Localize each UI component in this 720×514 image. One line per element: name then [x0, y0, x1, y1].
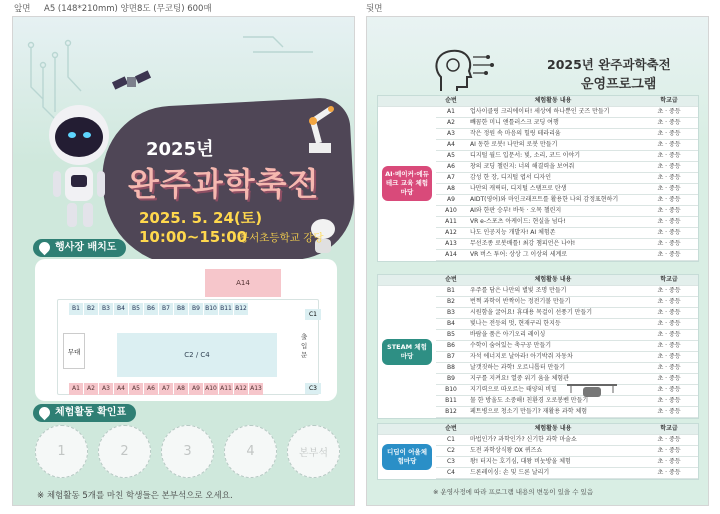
booth-a: A13 [249, 383, 263, 395]
category-cell [378, 107, 436, 261]
program-grade: 초 · 중등 [640, 352, 698, 363]
booth-a: A2 [84, 383, 98, 395]
venue-map [35, 259, 337, 401]
program-grade: 초 · 중등 [640, 239, 698, 250]
booth-b: B8 [174, 303, 188, 315]
center-area: C2 / C4 [117, 333, 277, 377]
program-number: B12 [436, 407, 466, 418]
program-grade: 초 · 중등 [640, 341, 698, 352]
program-table-a [377, 95, 699, 262]
program-content: 지구를 지켜요! 열중 위기 움을 체험관 [466, 374, 640, 385]
program-content: AIDT(영어)와 마인크래프트를 활용한 나의 감정표현하기 [466, 195, 640, 206]
header-content: 체험활동 내용 [466, 96, 640, 107]
program-number: A2 [436, 118, 466, 129]
booth-a: A11 [219, 383, 233, 395]
front-label: 앞면 [14, 4, 31, 14]
program-content: 페트병으로 청소기 만들기? 재활용 과학 체험 [466, 407, 640, 418]
stage-area: 무대 [63, 333, 85, 369]
program-grade: 초 · 중등 [640, 435, 698, 446]
booth-b: B10 [204, 303, 218, 315]
robot-arm-icon [283, 101, 343, 157]
program-grade: 초 · 중등 [640, 468, 698, 479]
program-content: 업사이클링 크리에이터! 세상에 하나뿐인 굿즈 만들기 [466, 107, 640, 118]
program-content: 창의 코딩 챌린지: 너의 해결력을 보여줘 [466, 162, 640, 173]
program-title-year: 2025년 완주과학축전 [547, 57, 671, 72]
header-grade: 학교급 [640, 96, 698, 107]
satellite-icon [109, 69, 153, 99]
booth-a: A5 [129, 383, 143, 395]
program-grade: 초 · 중등 [640, 162, 698, 173]
program-number: B2 [436, 297, 466, 308]
booth-a: A6 [144, 383, 158, 395]
program-grade: 초 · 중등 [640, 140, 698, 151]
booth-a: A10 [204, 383, 218, 395]
program-grade: 초 · 중등 [640, 250, 698, 261]
booth-b: B11 [219, 303, 233, 315]
section-map-header [33, 239, 126, 257]
header-number: 순번 [436, 424, 466, 435]
festival-title: 완주과학축전 [128, 165, 320, 203]
program-grade: 초 · 중등 [640, 396, 698, 407]
program-number: C3 [436, 457, 466, 468]
program-number: A14 [436, 250, 466, 261]
program-grade: 초 · 중등 [640, 330, 698, 341]
table-row [378, 107, 698, 118]
program-number: B7 [436, 352, 466, 363]
program-number: B5 [436, 330, 466, 341]
program-grade: 초 · 중등 [640, 297, 698, 308]
program-grade: 초 · 중등 [640, 151, 698, 162]
program-grade: 초 · 중등 [640, 286, 698, 297]
program-content: 무선조종 로봇배틀! 최강 챔피언은 나야! [466, 239, 640, 250]
program-number: A13 [436, 239, 466, 250]
program-grade: 초 · 중등 [640, 385, 698, 396]
category-label: AI·메이커·에듀테크 교육 체험마당 [382, 166, 432, 201]
booth-a: A3 [99, 383, 113, 395]
booth-b: B4 [114, 303, 128, 315]
booth-b: B7 [159, 303, 173, 315]
stamp-row [35, 425, 340, 478]
a-row [69, 383, 263, 395]
program-content: 지기력으로 따오르는 태양의 비밀 [466, 385, 640, 396]
booth-a: A7 [159, 383, 173, 395]
program-number: A12 [436, 228, 466, 239]
program-content: 바람을 품은 아기오리 레이싱 [466, 330, 640, 341]
header-content: 체험활동 내용 [466, 275, 640, 286]
program-content: 우주를 담은 나만의 별빛 조명 만들기 [466, 286, 640, 297]
booth-c1: C1 [305, 309, 321, 320]
program-title: 운영프로그램 [581, 77, 657, 92]
program-content: 감성 한 장, 디지털 엽서 디자인 [466, 173, 640, 184]
program-content: 자석 에너지로 날아라! 아기박쥐 자동차 [466, 352, 640, 363]
header-blank [378, 96, 436, 107]
program-content: 빛나는 전등의 멋, 현재구리 한지등 [466, 319, 640, 330]
program-number: A8 [436, 184, 466, 195]
program-content: 나만의 캐릭터, 디지털 스탬프로 탄생 [466, 184, 640, 195]
program-content: 드론레이싱: 손 및 드론 날리기 [466, 468, 640, 479]
program-number: B10 [436, 385, 466, 396]
program-number: B11 [436, 396, 466, 407]
program-number: B1 [436, 286, 466, 297]
program-number: C1 [436, 435, 466, 446]
section-map-title: 행사장 배치도 [55, 242, 117, 253]
section-stamp-header [33, 404, 136, 422]
program-grade: 초 · 중등 [640, 363, 698, 374]
program-number: B4 [436, 319, 466, 330]
program-content: 번쩍 과학이 반짝이는 정전기볼 만들기 [466, 297, 640, 308]
front-panel [12, 16, 355, 506]
program-number: A1 [436, 107, 466, 118]
program-content: 마법인가? 과학인가? 신기한 과학 마술쇼 [466, 435, 640, 446]
header-number: 순번 [436, 275, 466, 286]
header-number: 순번 [436, 96, 466, 107]
location-pin-icon [37, 405, 53, 421]
booth-a: A12 [234, 383, 248, 395]
ai-head-icon [429, 47, 497, 95]
program-grade: 초 · 중등 [640, 184, 698, 195]
program-grade: 초 · 중등 [640, 228, 698, 239]
back-panel [366, 16, 709, 506]
program-content: 수학이 숨어있는 축구공 만들기 [466, 341, 640, 352]
program-grade: 초 · 중등 [640, 129, 698, 140]
program-number: A5 [436, 151, 466, 162]
program-number: A3 [436, 129, 466, 140]
category-label: STEAM 체험마당 [382, 339, 432, 365]
program-content: 디지털 월드 입문서: 빛, 소리, 코드 이야기 [466, 151, 640, 162]
program-number: A9 [436, 195, 466, 206]
category-label: 디딤이 어울체험마당 [382, 444, 432, 470]
category-cell [378, 286, 436, 418]
program-content: 물 한 방울도 소중해! 친환경 오로봉벤 만들기 [466, 396, 640, 407]
program-grade: 초 · 중등 [640, 217, 698, 228]
program-number: B3 [436, 308, 466, 319]
program-grade: 초 · 중등 [640, 195, 698, 206]
program-number: A6 [436, 162, 466, 173]
program-number: B9 [436, 374, 466, 385]
drone-icon [557, 379, 627, 409]
program-number: C2 [436, 446, 466, 457]
program-grade: 초 · 중등 [640, 319, 698, 330]
event-venue: 봉서초등학교 강당 [239, 232, 324, 244]
booth-b: B9 [189, 303, 203, 315]
back-label: 뒷면 [366, 4, 383, 14]
header-grade: 학교급 [640, 275, 698, 286]
program-grade: 초 · 중등 [640, 118, 698, 129]
location-pin-icon [37, 240, 53, 256]
title-year: 2025년 [146, 139, 214, 160]
table-row [378, 286, 698, 297]
booth-a: A9 [189, 383, 203, 395]
program-grade: 초 · 중등 [640, 457, 698, 468]
program-content: AI와 한판 승부! 바둑 · 오목 챌린지 [466, 206, 640, 217]
category-cell [378, 435, 436, 479]
program-content: 나도 인공지능 개발자! AI 체험존 [466, 228, 640, 239]
booth-b: B2 [84, 303, 98, 315]
spec-label: A5 (148*210mm) 양면8도 (무코팅) 600매 [44, 4, 212, 14]
program-grade: 초 · 중등 [640, 374, 698, 385]
front-note: ※ 체험활동 5개를 마친 학생들은 본부석으로 오세요. [37, 491, 233, 501]
program-grade: 초 · 중등 [640, 446, 698, 457]
program-number: B6 [436, 341, 466, 352]
program-content: VR 버스 투어: 상상 그 이상의 세계로 [466, 250, 640, 261]
program-content: 시원함을 굴어요! 휴대용 목걸이 선풍기 만들기 [466, 308, 640, 319]
booth-b: B1 [69, 303, 83, 315]
exit-door: 출입문 [301, 333, 308, 359]
booth-a: A1 [69, 383, 83, 395]
program-content: VR e-스포츠 아케이드: 현실을 넘다! [466, 217, 640, 228]
program-content: 왕! 터지는 호기심, 대왕 비눗방울 체험 [466, 457, 640, 468]
booth-b: B12 [234, 303, 248, 315]
back-note: ※ 운영사정에 따라 프로그램 내용의 변동이 있을 수 있음 [433, 488, 594, 496]
header-blank [378, 275, 436, 286]
program-table-c [377, 423, 699, 480]
program-content: 빼꼼한 미니 앤틀러스크 코딩 여행 [466, 118, 640, 129]
header-grade: 학교급 [640, 424, 698, 435]
booth-a: A4 [114, 383, 128, 395]
robot-illustration [41, 99, 119, 239]
program-number: B8 [436, 363, 466, 374]
booth-b: B6 [144, 303, 158, 315]
program-content: AI 동한 로봇! 나만의 로봇 만들기 [466, 140, 640, 151]
booth-c3: C3 [305, 383, 321, 394]
booth-a: A8 [174, 383, 188, 395]
program-content: 작은 정원 속 마음의 힐링 테라리움 [466, 129, 640, 140]
booth-b: B5 [129, 303, 143, 315]
program-table-b [377, 274, 699, 419]
stamp-circle: 2 [98, 425, 151, 478]
program-grade: 초 · 중등 [640, 107, 698, 118]
program-number: A11 [436, 217, 466, 228]
stamp-circle: 3 [161, 425, 214, 478]
stamp-circle: 4 [224, 425, 277, 478]
program-grade: 초 · 중등 [640, 308, 698, 319]
b-row [69, 303, 248, 315]
program-number: C4 [436, 468, 466, 479]
table-row [378, 435, 698, 446]
program-grade: 초 · 중등 [640, 173, 698, 184]
program-number: A7 [436, 173, 466, 184]
program-grade: 초 · 중등 [640, 206, 698, 217]
section-stamp-title: 체험활동 확인표 [55, 407, 127, 418]
program-number: A4 [436, 140, 466, 151]
header-content: 체험활동 내용 [466, 424, 640, 435]
program-content: 도전 과학상식왕 OX 퀴즈쇼 [466, 446, 640, 457]
event-date: 2025. 5. 24(토) 10:00~15:00 [139, 209, 263, 246]
booth-a14: A14 [205, 269, 281, 297]
header-blank [378, 424, 436, 435]
stamp-circle: 1 [35, 425, 88, 478]
program-number: A10 [436, 206, 466, 217]
booth-b: B3 [99, 303, 113, 315]
program-grade: 초 · 중등 [640, 407, 698, 418]
program-content: 날갯짓하는 과학! 오르니톱터 만들기 [466, 363, 640, 374]
stamp-circle: 본부석 [287, 425, 340, 478]
